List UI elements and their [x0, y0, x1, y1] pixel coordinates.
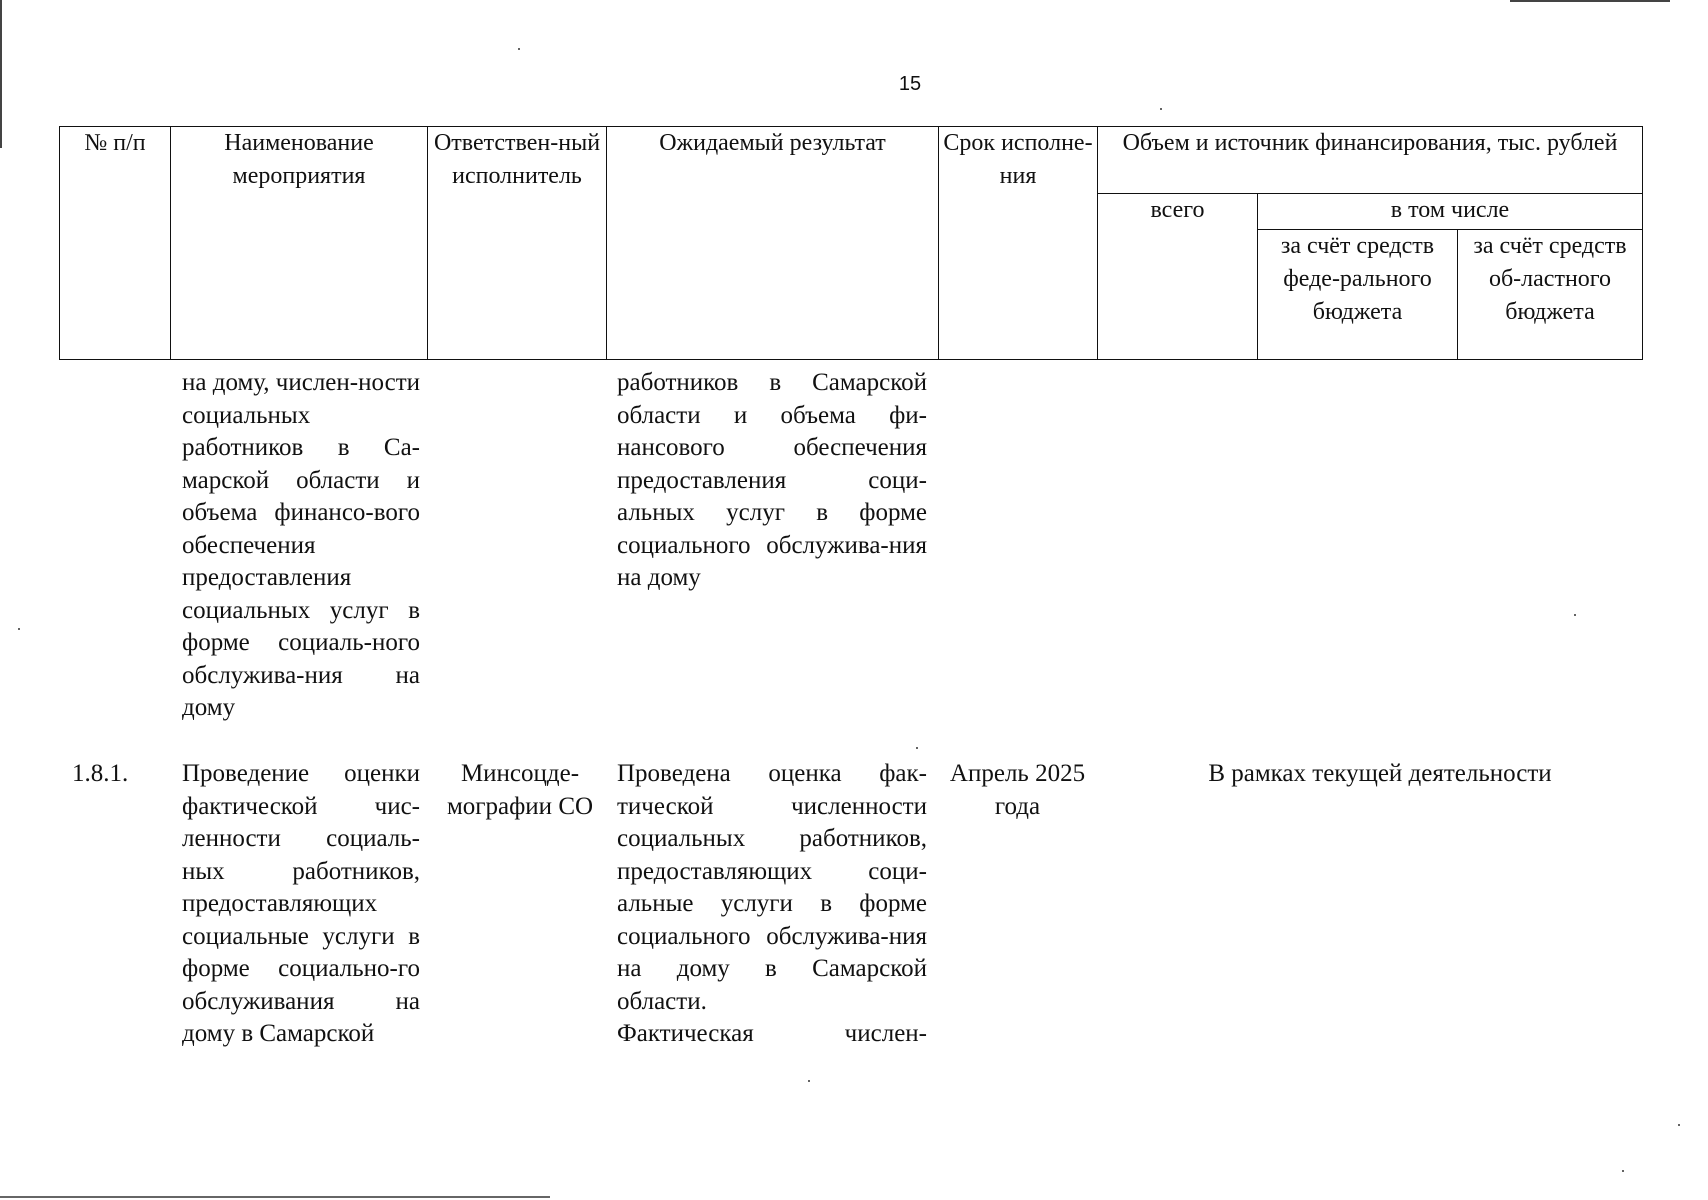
header-responsible: Ответствен-ный исполнитель — [428, 127, 607, 360]
scan-speck — [1160, 108, 1162, 110]
continued-name-cell: на дому, числен-ности социальных работников в Са-марской области и объема финансо-вого обеспечения предоставления социальных услуг в форме социаль-ного обслужива-ния на дому — [182, 369, 421, 721]
row-funding-cell: В рамках текущей деятельности — [1208, 760, 1552, 787]
header-federal: за счёт средств феде-рального бюджета — [1258, 230, 1458, 360]
scan-speck — [808, 1080, 810, 1082]
scan-speck — [916, 747, 918, 749]
header-funding: Объем и источник финансирования, тыс. рублей — [1098, 127, 1643, 194]
scan-edge-bottom — [0, 1196, 550, 1198]
scan-speck — [1574, 614, 1576, 616]
scan-speck — [1678, 1124, 1680, 1126]
header-name: Наименование мероприятия — [171, 127, 428, 360]
header-term: Срок исполне-ния — [939, 127, 1098, 360]
row-result-paragraph: Проведена оценка фак-тической численности социальных работников, предоставляющих соци-альные услуги в форме социального обслужива-ния на дому в Самарской области. — [617, 760, 927, 1015]
row-responsible-cell: Минсоцде-мографии СО — [446, 760, 594, 820]
page-number: 15 — [898, 73, 922, 95]
scan-edge-top-right — [1510, 0, 1670, 2]
header-including: в том числе — [1258, 194, 1643, 230]
row-result-cell — [617, 758, 927, 1051]
header-regional: за счёт средств об-ластного бюджета — [1458, 230, 1643, 360]
scan-edge-left — [0, 0, 2, 148]
row-result-continuation: Фактическая числен- — [617, 1020, 927, 1047]
row-name-cell: Проведение оценки фактической чис-ленности социаль-ных работников, предоставляющих социальные услуги в форме социально-го обслуживания на дому в Самарской — [182, 760, 420, 1047]
scan-speck — [18, 628, 20, 630]
continued-result-cell: работников в Самарской области и объема фи-нансового обеспечения предоставления соци-альных услуг в форме социального обслужива-ния на дому — [617, 369, 927, 591]
header-number: № п/п — [60, 127, 171, 360]
header-total: всего — [1098, 194, 1258, 360]
row-term-cell: Апрель 2025 года — [949, 760, 1086, 820]
row-number: 1.8.1. — [72, 760, 129, 787]
scan-speck — [518, 48, 520, 50]
table-header — [59, 126, 1643, 360]
header-result: Ожидаемый результат — [607, 127, 939, 360]
scan-speck — [1622, 1170, 1624, 1172]
